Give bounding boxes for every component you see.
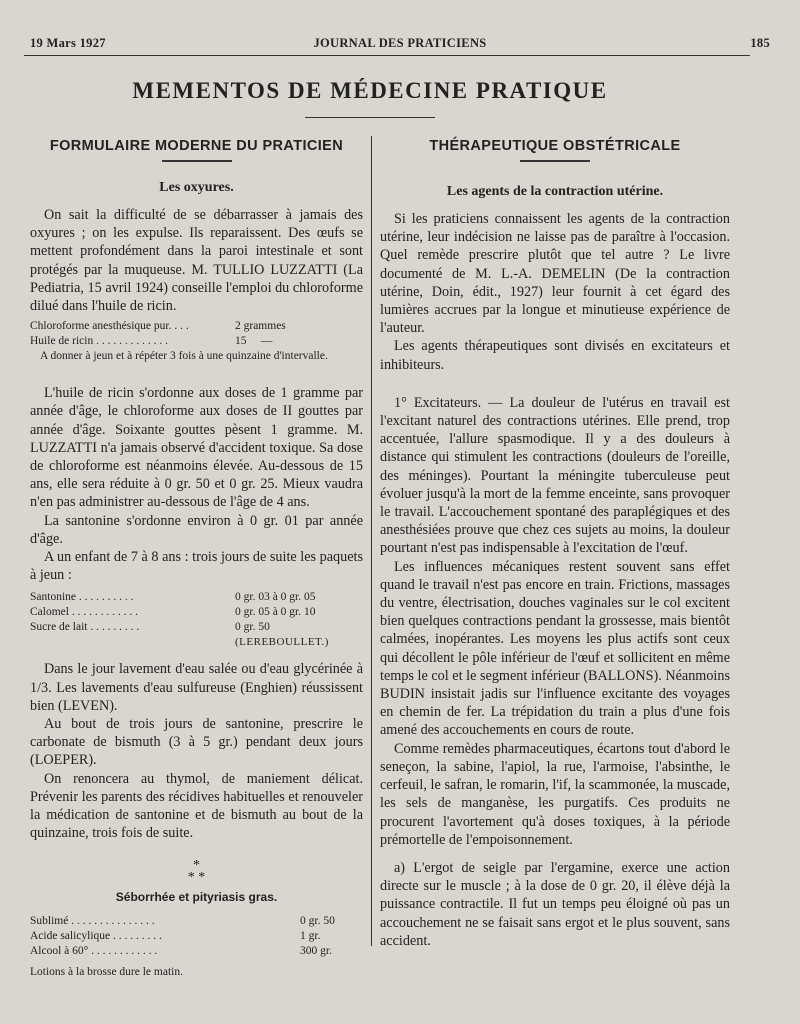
- drug-dose: 0 gr. 03 à 0 gr. 05: [235, 591, 316, 604]
- drug-name: Huile de ricin . . . . . . . . . . . . .: [30, 335, 168, 348]
- paragraph: Comme remèdes pharmaceutiques, écartons tout d'abord le seneçon, la sabine, l'apiol, la rue, l'armoise, l'absinthe, le cerfeuil, le safran, le romarin, l'if, la scammonée, la muscade, les sels de manganèse, les purgatifs. Ces produits ne procurent l'avortement qu'à doses toxiques, à la période prémortelle de l'empoisonnement.: [380, 740, 730, 848]
- paragraph: L'huile de ricin s'ordonne aux doses de 1 gramme par année d'âge, le chloroforme aux doses de II gouttes par année d'âge. Soixante gouttes pèsent 1 gramme. M. LUZZATTI n'a jamais observé d'accident toxique. Sa dose de chloroforme est néanmoins élevée. Au-dessous de 15 ans, elle sera réduite à 0 gr. 50 et 0 gr. 25. Mieux vaudra n'en pas administrer au-dessous de l'âge de 4 ans.: [30, 385, 363, 511]
- prescription-table: [30, 590, 329, 650]
- drug-dose: 0 gr. 50: [235, 621, 270, 634]
- subsection-title-agents: Les agents de la contraction utérine.: [446, 184, 664, 199]
- drug-name: Sucre de lait . . . . . . . . .: [30, 621, 140, 634]
- prescription-row: [30, 319, 286, 334]
- paragraph: A un enfant de 7 à 8 ans : trois jours de suite les paquets à jeun :: [30, 549, 363, 584]
- page-number: 185: [750, 36, 770, 50]
- prescription-table: [30, 914, 335, 959]
- drug-name: Alcool à 60° . . . . . . . . . . . .: [30, 945, 158, 958]
- journal-name: JOURNAL DES PRATICIENS: [313, 36, 487, 50]
- paragraph: Les influences mécaniques restent souvent sans effet quand le travail n'est pas encore en train. Frictions, massages du ventre, électrisation, douches vaginales sur le col excitent bien quelques contractions pendant la grossesse, mais bientôt calmées, inopérantes. Les moyens les plus actifs sont ceux qui décollent le pôle inférieur de l'œuf et sollicitent en même temps le col et le segment inférieur (BALLONS). Néanmoins BUDIN insistait jadis sur l'influence excitante des voyages en chemin de fer. La trépidation du train a plus d'une fois amené des accouchements en cours de route.: [380, 558, 730, 739]
- paragraph: a) L'ergot de seigle par l'ergamine, exerce une action directe sur le muscle ; à la dose de 0 gr. 20, il élève déjà la puissance contractile. Il fut un temps peu éloigné où pas un accouchement ne se faisait sans ergot et le plus souvent, sans accident.: [380, 859, 730, 949]
- paragraph: Les agents thérapeutiques sont divisés en excitateurs et inhibiteurs.: [380, 338, 730, 373]
- subsection-title-oxyures: Les oxyures.: [159, 180, 234, 195]
- prescription-row: [30, 334, 286, 349]
- paragraph: La santonine s'ordonne environ à 0 gr. 01 par année d'âge.: [30, 512, 363, 547]
- paragraph: On renoncera au thymol, de maniement délicat. Prévenir les parents des récidives habituelles et renouveler la médication de santonine et de bismuth au bout de la quinzaine, trois fois de suite.: [30, 770, 363, 842]
- paragraph: On sait la difficulté de se débarrasser à jamais des oxyures ; on les expulse. Ils reparaissent. Des œufs se mettent profondément dans la paroi intestinale et sont protégés par la muqueuse. M. TULLIO LUZZATTI (La Pediatria, 15 avril 1924) conseille l'emploi du chloroforme dilué dans l'huile de ricin.: [30, 207, 363, 315]
- drug-dose: 15 —: [235, 335, 273, 348]
- drug-name: Sublimé . . . . . . . . . . . . . . .: [30, 915, 155, 928]
- drug-dose: 0 gr. 05 à 0 gr. 10: [235, 606, 316, 619]
- right-column: [380, 138, 730, 950]
- header-rule: [24, 55, 750, 56]
- running-header: [30, 36, 770, 56]
- prescription-reference: (LEREBOULLET.): [235, 636, 329, 649]
- drug-dose: 300 gr.: [300, 945, 332, 958]
- prescription-row: [30, 929, 335, 944]
- prescription-note: A donner à jeun et à répéter 3 fois à une quinzaine d'intervalle.: [40, 350, 328, 363]
- prescription-table: [30, 319, 286, 349]
- prescription-row: [30, 944, 335, 959]
- paragraph: Dans le jour lavement d'eau salée ou d'eau glycérinée à 1/3. Les lavements d'eau sulfureuse (Enghien) réussissent bien (LEVEN).: [30, 661, 363, 714]
- page-title: MEMENTOS DE MÉDECINE PRATIQUE: [132, 78, 608, 103]
- subsection-title-seborrhee: Séborrhée et pityriasis gras.: [115, 890, 278, 905]
- column-divider: [371, 136, 372, 946]
- asterism-separator: * * *: [187, 858, 206, 886]
- prescription-row: [30, 605, 329, 620]
- prescription-note: Lotions à la brosse dure le matin.: [30, 966, 183, 979]
- prescription-row: [30, 635, 329, 650]
- paragraph: 1° Excitateurs. — La douleur de l'utérus en travail est l'excitant naturel des contractions utérines. Elle prend, trop accentuée, l'allure spasmodique. Il y a des douleurs à distance qui stimulent les contractions (douleurs de l'oreille, des méninges). Pourtant la méningite tuberculeuse peut évoluer jusqu'à la mort de la femme enceinte, sans provoquer le travail. L'accouchement spontané des paraplégiques et des anesthésiées prouve que chez ces sujets au moins, la douleur pourtant n'est pas indispensable à l'excitation de l'œuf.: [380, 394, 730, 557]
- prescription-row: [30, 914, 335, 929]
- paragraph: Au bout de trois jours de santonine, prescrire le carbonate de bismuth (3 à 5 gr.) pendant deux jours (LOEPER).: [30, 716, 363, 769]
- prescription-row: [30, 590, 329, 605]
- section-title-formulaire: FORMULAIRE MODERNE DU PRATICIEN: [49, 138, 344, 154]
- drug-dose: 1 gr.: [300, 930, 321, 943]
- drug-name: Acide salicylique . . . . . . . . .: [30, 930, 162, 943]
- drug-name: Santonine . . . . . . . . . .: [30, 591, 134, 604]
- section-rule: [520, 160, 590, 162]
- drug-name: Chloroforme anesthésique pur. . . .: [30, 320, 189, 333]
- section-title-therapeutique: THÉRAPEUTIQUE OBSTÉTRICALE: [429, 138, 681, 154]
- paragraph: Si les praticiens connaissent les agents de la contraction utérine, leur indécision ne laisse pas de paraître à l'occasion. Quel remède prescrire plutôt que tel autre ? Le livre documenté de M. L.-A. DEMELIN (De la contraction utérine, Doin, édit., 1927) leur fournit à cet égard des lumières accrues par la longue et minutieuse expérience de l'auteur.: [380, 211, 730, 337]
- drug-name: Calomel . . . . . . . . . . . .: [30, 606, 138, 619]
- title-rule: [305, 117, 435, 118]
- drug-dose: 0 gr. 50: [300, 915, 335, 928]
- left-column: [30, 138, 363, 980]
- drug-dose: 2 grammes: [235, 320, 286, 333]
- section-rule: [162, 160, 232, 162]
- prescription-row: [30, 620, 329, 635]
- issue-date: 19 Mars 1927: [30, 36, 106, 50]
